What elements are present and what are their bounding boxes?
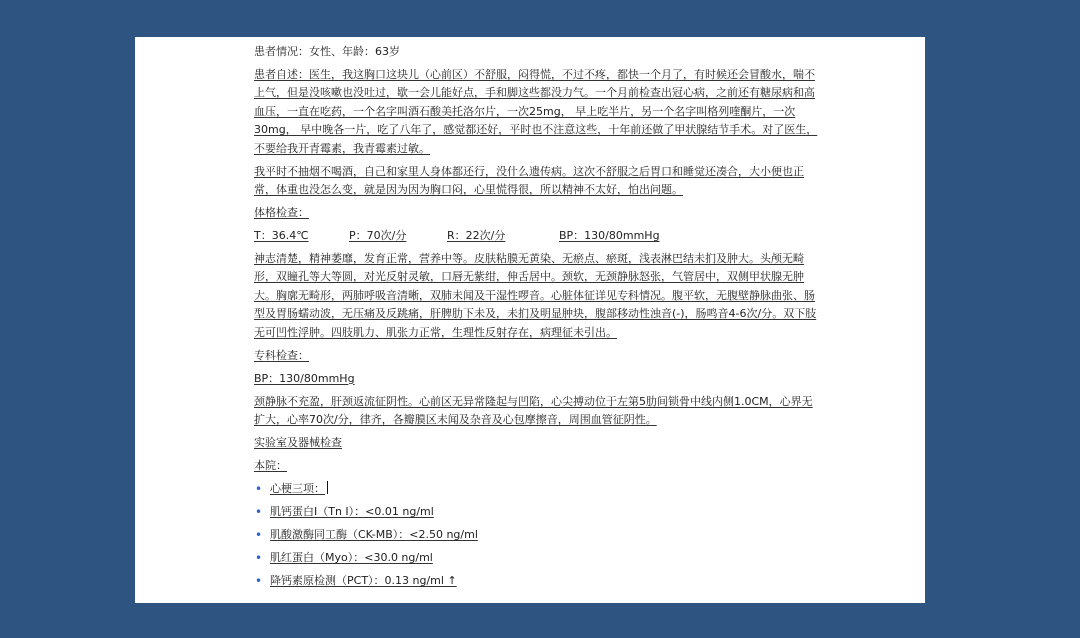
lab-item — [254, 503, 821, 521]
lab-item — [254, 526, 821, 544]
lab-list — [254, 480, 821, 590]
lab-item-text: 心梗三项： — [270, 482, 325, 496]
physical-exam-heading: 体格检查： — [254, 206, 309, 220]
text-cursor — [327, 481, 328, 494]
hospital-label: 本院： — [254, 459, 287, 473]
patient-history: 我平时不抽烟不喝酒，自己和家里人身体都还行，没什么遗传病。这次不舒服之后胃口和睡觉还凑合，大小便也正常，体重也没怎么变，就是因为因为胸口闷，心里慌得很，所以精神不太好，怕出问题。 — [254, 164, 804, 197]
patient-info: 患者情况：女性、年龄：63岁 — [254, 45, 400, 58]
bullet-icon: • — [255, 551, 263, 566]
vitals-line — [254, 227, 821, 245]
patient-complaint: 患者自述：医生，我这胸口这块儿（心前区）不舒服，闷得慌，不过不疼，都快一个月了，有时候还会冒酸水，喘不上气，但是没咳嗽也没吐过，歇一会儿能好点，手和脚这些都没力气。一个月前检查出冠心病，之前还有糖尿病和高血压，一直在吃药，一个名字叫酒石酸美托洛尔片，一次25mg， 早上吃半片，另一个名字叫格列喹酮片，一次30mg， 早中晚各一片，吃了八年了，感觉都还好，平时也不注意这些，十年前还做了甲状腺结节手术。对了医生，不要给我开青霉素，我青霉素过敏。 — [254, 68, 818, 155]
lab-item — [254, 549, 821, 567]
exam-findings: 神志清楚，精神萎靡，发育正常，营养中等。皮肤粘膜无黄染、无瘀点、瘀斑，浅表淋巴结未扪及肿大。头颅无畸形，双瞳孔等大等圆，对光反射灵敏，口唇无紫绀，伸舌居中。颈软，无颈静脉怒张，气管居中，双侧甲状腺无肿大。胸廓无畸形，两肺呼吸音清晰，双肺未闻及干湿性啰音。心脏体征详见专科情况。腹平软，无腹壁静脉曲张、肠型及胃肠蠕动波，无压痛及反跳痛，肝脾肋下未及，未扪及明显肿块，腹部移动性浊音(-)，肠鸣音4-6次/分。双下肢无可凹性浮肿。四肢肌力、肌张力正常，生理性反射存在，病理征未引出。 — [254, 252, 817, 339]
lab-item-text: 降钙素原检测（PCT）：0.13 ng/ml ↑ — [270, 574, 457, 588]
lab-item — [254, 572, 821, 590]
specialty-findings: 颈静脉不充盈，肝颈返流征阴性。心前区无异常隆起与凹陷，心尖搏动位于左第5肋间锁骨中线内侧1.0CM，心界无扩大，心率70次/分，律齐，各瓣膜区未闻及杂音及心包摩擦音，周围血管征阴性。 — [254, 394, 813, 427]
bullet-icon: • — [255, 528, 263, 543]
bullet-icon: • — [255, 482, 263, 497]
vital-blood-pressure: BP：130/80mmHg — [559, 229, 660, 243]
lab-heading: 实验室及器械检查 — [254, 436, 342, 450]
vital-respiration: R：22次/分 — [447, 229, 506, 243]
specialty-bp: BP：130/80mmHg — [254, 371, 355, 385]
lab-item-text: 肌钙蛋白I（Tn I）：<0.01 ng/ml — [270, 505, 434, 519]
document-content — [254, 43, 821, 595]
bullet-icon: • — [255, 505, 263, 520]
lab-item-text: 肌红蛋白（Myo）：<30.0 ng/ml — [270, 551, 433, 565]
vital-pulse: P：70次/分 — [349, 229, 407, 243]
document-page — [135, 37, 925, 603]
bullet-icon: • — [255, 574, 263, 589]
specialty-exam-heading: 专科检查： — [254, 348, 309, 362]
lab-item-text: 肌酸激酶同工酶（CK-MB）：<2.50 ng/ml — [270, 528, 478, 542]
lab-item — [254, 480, 821, 498]
vital-temperature: T：36.4℃ — [254, 229, 309, 243]
